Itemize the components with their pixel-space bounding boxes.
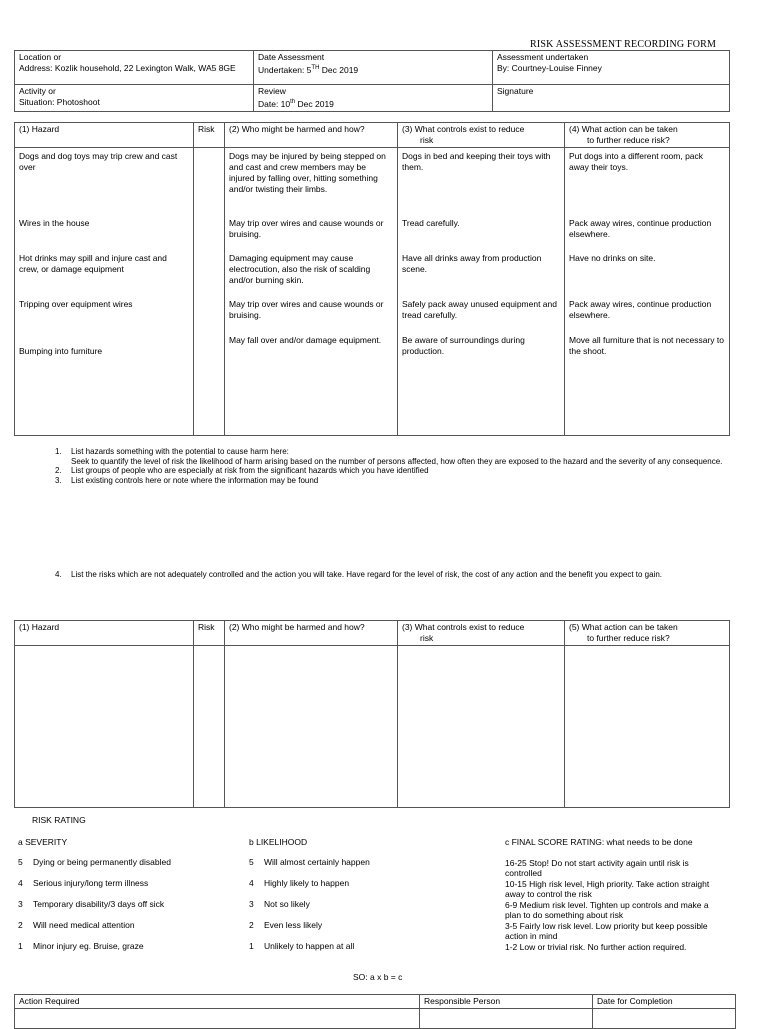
controls-item: Tread carefully. — [402, 218, 460, 228]
action-column — [565, 148, 730, 436]
severity-item: 4 Serious injury/long term illness — [18, 878, 149, 888]
risk-column — [194, 148, 225, 436]
final-score-item: 6-9 Medium risk level. Tighten up controls and make a plan to do something about risk — [505, 900, 709, 920]
hazard-item: Dogs and dog toys may trip crew and cast over — [19, 151, 178, 172]
situation-value: Situation: Photoshoot — [19, 97, 100, 107]
activity-label: Activity or — [19, 86, 56, 96]
empty-cell — [15, 646, 194, 808]
final-score-title: c FINAL SCORE RATING: what needs to be done — [505, 837, 693, 847]
action-item: Move all furniture that is not necessary to the shoot. — [569, 335, 724, 356]
empty-cell — [420, 1009, 593, 1029]
uncontrolled-risk-table — [14, 620, 730, 808]
final-score-item: 1-2 Low or trivial risk. No further action required. — [505, 942, 687, 952]
who-column — [225, 148, 398, 436]
hazard-header: (1) Hazard — [15, 123, 194, 148]
risk-header: Risk — [194, 621, 225, 646]
signature-label: Signature — [497, 86, 534, 96]
likelihood-item: 1 Unlikely to happen at all — [249, 941, 355, 951]
severity-item: 3 Temporary disability/3 days off sick — [18, 899, 165, 909]
assessment-undertaken-label: Assessment undertaken — [497, 52, 589, 62]
likelihood-item: 3 Not so likely — [249, 899, 310, 909]
who-item: May trip over wires and cause wounds or bruising. — [229, 218, 384, 239]
hazard-item: Tripping over equipment wires — [19, 299, 133, 309]
who-header: (2) Who might be harmed and how? — [225, 123, 398, 148]
likelihood-title: b LIKELIHOOD — [249, 837, 308, 847]
form-title: RISK ASSESSMENT RECORDING FORM — [530, 39, 717, 50]
hazard-table — [14, 122, 730, 436]
action-item: Put dogs into a different room, pack away their toys. — [569, 151, 704, 172]
controls-column — [398, 148, 565, 436]
note-item: Seek to quantify the level of risk the likelihood of harm arising based on the number of persons affected, how often they are exposed to the hazard and the severity of any consequence. — [71, 456, 723, 466]
empty-cell — [398, 646, 565, 808]
review-date: Date: 10th Dec 2019 — [258, 98, 334, 109]
date-assessment-cell — [254, 51, 493, 85]
hazard-item: Hot drinks may spill and injure cast and crew, or damage equipment — [19, 253, 167, 274]
severity-item: 5 Dying or being permanently disabled — [18, 857, 171, 867]
final-score-item: 10-15 High risk level, High priority. Take action straight away to control the risk — [505, 879, 710, 899]
who-item: May trip over wires and cause wounds or bruising. — [229, 299, 384, 320]
empty-cell — [15, 1009, 420, 1029]
note-item: 2. List groups of people who are especially at risk from the significant hazards which you have identified — [55, 466, 429, 475]
empty-cell — [194, 646, 225, 808]
likelihood-item: 2 Even less likely — [249, 920, 323, 930]
hazard-column — [15, 148, 194, 436]
action-item: Pack away wires, continue production elsewhere. — [569, 218, 712, 239]
final-score-item: 16-25 Stop! Do not start activity again until risk is controlled — [505, 858, 689, 878]
instructions — [55, 447, 735, 485]
review-cell — [254, 85, 493, 112]
signature-cell — [493, 85, 730, 112]
assessor-name: By: Courtney-Louise Finney — [497, 63, 602, 73]
responsible-person-header: Responsible Person — [420, 995, 593, 1009]
note-item: 1. List hazards something with the potential to cause harm here: — [55, 447, 289, 456]
location-cell — [15, 51, 254, 85]
empty-cell — [565, 646, 730, 808]
action-header: (5) What action can be taken to further reduce risk? — [565, 621, 730, 646]
undertaken-date: Undertaken: 5TH Dec 2019 — [258, 64, 359, 75]
hazard-item: Bumping into furniture — [19, 346, 103, 356]
final-score-item: 3-5 Fairly low risk level. Low priority but keep possible action in mind — [505, 921, 708, 941]
review-label: Review — [258, 86, 286, 96]
likelihood-item: 5 Will almost certainly happen — [249, 857, 370, 867]
action-header: (4) What action can be taken to further reduce risk? — [565, 123, 730, 148]
action-item: Have no drinks on site. — [569, 253, 656, 263]
controls-header: (3) What controls exist to reduce risk — [398, 123, 565, 148]
action-required-header: Action Required — [15, 995, 420, 1009]
risk-header: Risk — [194, 123, 225, 148]
controls-header: (3) What controls exist to reduce risk — [398, 621, 565, 646]
hazard-header: (1) Hazard — [15, 621, 194, 646]
who-item: May fall over and/or damage equipment. — [229, 335, 382, 345]
hazard-item: Wires in the house — [19, 218, 90, 228]
controls-item: Safely pack away unused equipment and tread carefully. — [402, 299, 557, 320]
controls-item: Dogs in bed and keeping their toys with them. — [402, 151, 551, 172]
who-item: Damaging equipment may cause electrocution, also the risk of scalding and/or burning skin. — [229, 253, 371, 285]
instruction-4 — [55, 570, 735, 580]
completion-date-header: Date for Completion — [593, 995, 736, 1009]
severity-item: 2 Will need medical attention — [18, 920, 135, 930]
who-header: (2) Who might be harmed and how? — [225, 621, 398, 646]
date-assessment-label: Date Assessment — [258, 52, 325, 62]
controls-item: Be aware of surroundings during production. — [402, 335, 525, 356]
severity-title: a SEVERITY — [18, 837, 68, 847]
severity-item: 1 Minor injury eg. Bruise, graze — [18, 941, 144, 951]
final-score-section — [505, 837, 727, 963]
score-formula: SO: a x b = c — [353, 972, 403, 982]
address-value: Address: Kozlik household, 22 Lexington Walk, WA5 8GE — [19, 63, 236, 73]
assessor-cell — [493, 51, 730, 85]
info-table — [14, 50, 730, 112]
empty-cell — [225, 646, 398, 808]
risk-rating-title: RISK RATING — [32, 815, 86, 825]
controls-item: Have all drinks away from production scene. — [402, 253, 542, 274]
who-item: Dogs may be injured by being stepped on and cast and crew members may be injured by falling over, hitting something and/or twisting their limbs. — [229, 151, 386, 194]
action-item: Pack away wires, continue production elsewhere. — [569, 299, 712, 320]
note-item: 4. List the risks which are not adequately controlled and the action you will take. Have regard for the level of risk, the cost of any action and the benefit you expect to gain. — [55, 570, 663, 579]
note-item: 3. List existing controls here or note where the information may be found — [55, 475, 319, 485]
location-label: Location or — [19, 52, 62, 62]
likelihood-item: 4 Highly likely to happen — [249, 878, 350, 888]
empty-cell — [593, 1009, 736, 1029]
activity-cell — [15, 85, 254, 112]
